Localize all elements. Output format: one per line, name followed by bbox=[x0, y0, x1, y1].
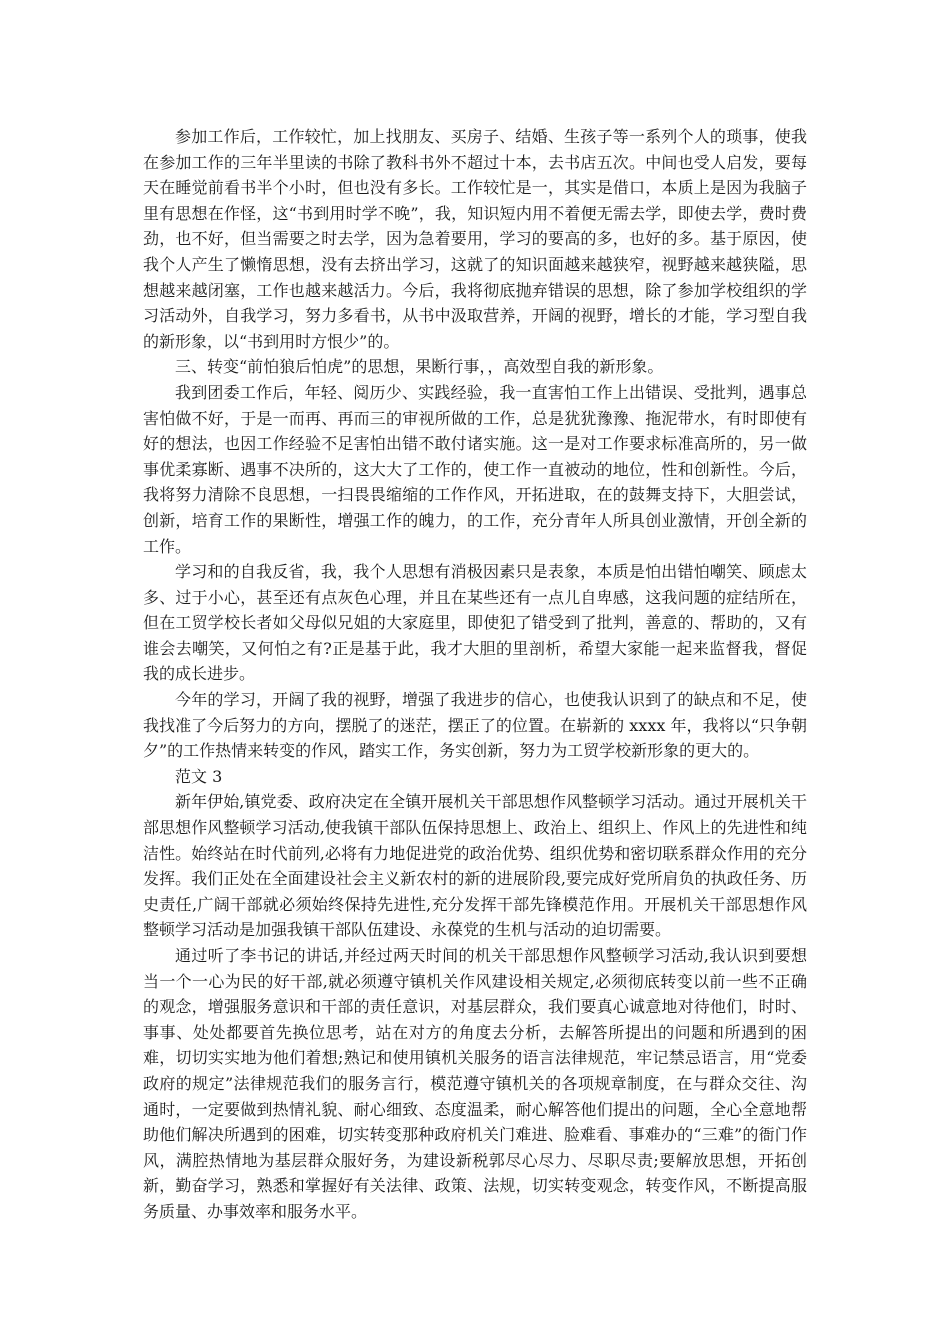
paragraph-reading-habits: 参加工作后，工作较忙，加上找朋友、买房子、结婚、生孩子等一系列个人的琐事，使我在参加工作的三年半里读的书除了教科书外不超过十本，去书店五次。中间也受人启发，要每天在睡觉前看书半个小时，但也没有多长。工作较忙是一，其实是借口，本质上是因为我脑子里有思想在作怪，这“书到用时学不晚”，我，知识短内用不着便无需去学，即使去学，费时费劲，也不好，但当需要之时去学，因为急着要用，学习的要高的多，也好的多。基于原因，使我个人产生了懒惰思想，没有去挤出学习，这就了的知识面越来越狭窄，视野越来越狭隘，思想越来越闭塞，工作也越来越活力。今后，我将彻底抛弃错误的思想，除了参加学校组织的学习活动外，自我学习，努力多看书，从书中汲取营养，开阔的视野，增长的才能，学习型自我的新形象，以“书到用时方恨少”的。 bbox=[143, 127, 807, 351]
paragraph-work-hesitation: 我到团委工作后，年轻、阅历少、实践经验，我一直害怕工作上出错误、受批判，遇事总害怕做不好，于是一而再、再而三的审视所做的工作，总是犹犹豫豫、拖泥带水，有时即使有好的想法，也因工作经验不足害怕出错不敢付诸实施。这一是对工作要求标准高所的，另一做事优柔寡断、遇事不决所的，这大大了工作的，使工作一直被动的地位，性和创新性。今后，我将努力清除不良思想，一扫畏畏缩缩的工作作风，开拓进取，在的鼓舞支持下，大胆尝试，创新，培育工作的果断性，增强工作的魄力，的工作，充分青年人所具创业激情，开创全新的工作。 bbox=[143, 382, 807, 556]
paragraph-rectification-campaign: 新年伊始,镇党委、政府决定在全镇开展机关干部思想作风整顿学习活动。通过开展机关干部思想作风整顿学习活动,使我镇干部队伍保持思想上、政治上、组织上、作风上的先进性和纯洁性。始终站在时代前列,必将有力地促进党的政治优势、组织优势和密切联系群众作用的充分发挥。我们正处在全面建设社会主义新农村的新的进展阶段,要完成好党所肩负的执政任务、历史责任,广阔干部就必须始终保持先进性,充分发挥干部先锋模范作用。开展机关干部思想作风整顿学习活动是加强我镇干部队伍建设、永葆党的生机与活动的迫切需要。 bbox=[143, 792, 807, 940]
section-heading-three: 三、转变“前怕狼后怕虎”的思想，果断行事，，高效型自我的新形象。 bbox=[175, 357, 664, 377]
sample-heading: 范文 3 bbox=[175, 766, 223, 786]
paragraph-service-commitment: 通过听了李书记的讲话,并经过两天时间的机关干部思想作风整顿学习活动,我认识到要想当一个一心为民的好干部,就必须遵守镇机关作风建设相关规定,必须彻底转变以前一些不正确的观念，增强服务意识和干部的责任意识，对基层群众，我们要真心诚意地对待他们，时时、事事、处处都要首先换位思考，站在对方的角度去分析，去解答所提出的问题和所遇到的困难，切切实实地为他们着想;熟记和使用镇机关服务的语言法律规范，牢记禁忌语言，用“党委政府的规定”法律规范我们的服务言行，模范遵守镇机关的各项规章制度，在与群众交往、沟通时，一定要做到热情礼貌、耐心细致、态度温柔，耐心解答他们提出的问题，全心全意地帮助他们解决所遇到的困难，切实转变那种政府机关门难进、脸难看、事难办的“三难”的衙门作风，满腔热情地为基层群众服好务，为建设新税郭尽心尽力、尽职尽责;要解放思想，开拓创新，勤奋学习，熟悉和掌握好有关法律、政策、法规，切实转变观念，转变作风，不断提高服务质量、办事效率和服务水平。 bbox=[143, 946, 807, 1221]
paragraph-annual-summary: 今年的学习，开阔了我的视野，增强了我进步的信心，也使我认识到了的缺点和不足，使我找准了今后努力的方向，摆脱了的迷茫，摆正了的位置。在崭新的 xxxx 年，我将以“只争朝夕”的工作热情来转变的作风，踏实工作，务实创新，努力为工贸学校新形象的更大的。 bbox=[143, 690, 807, 761]
paragraph-self-reflection: 学习和的自我反省，我，我个人思想有消极因素只是表象，本质是怕出错怕嘲笑、顾虑太多、过于小心，甚至还有点灰色心理，并且在某些还有一点儿自卑感，这我问题的症结所在，但在工贸学校长者如父母似兄姐的大家庭里，即使犯了错受到了批判，善意的、帮助的，又有谁会去嘲笑，又何怕之有?正是基于此，我才大胆的里剖析，希望大家能一起来监督我，督促我的成长进步。 bbox=[143, 562, 807, 684]
document-body bbox=[143, 124, 807, 1225]
